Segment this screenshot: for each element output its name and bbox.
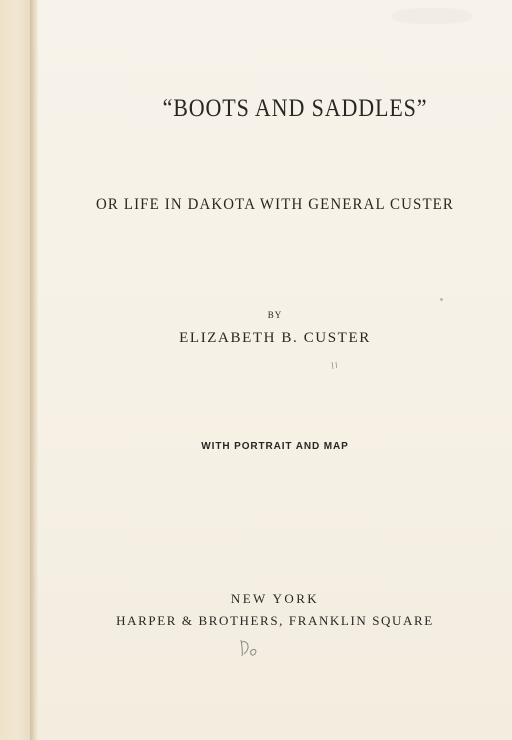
book-gutter xyxy=(30,0,38,740)
by-line: BY xyxy=(267,310,283,320)
pencil-annotation-mark xyxy=(236,634,266,664)
book-title: “BOOTS AND SADDLES” xyxy=(162,95,428,122)
publisher-line: HARPER & BROTHERS, FRANKLIN SQUARE xyxy=(116,613,434,628)
illustrations-note: WITH PORTRAIT AND MAP xyxy=(201,441,349,452)
author-name: ELIZABETH B. CUSTER xyxy=(179,330,371,346)
book-subtitle: OR LIFE IN DAKOTA WITH GENERAL CUSTER xyxy=(95,196,455,213)
facing-page-edge xyxy=(0,0,30,740)
pencil-tick-mark xyxy=(330,361,340,371)
ink-speck xyxy=(440,298,443,301)
publication-place: NEW YORK xyxy=(230,591,320,606)
title-page xyxy=(38,0,512,740)
paper-smudge xyxy=(392,8,472,24)
